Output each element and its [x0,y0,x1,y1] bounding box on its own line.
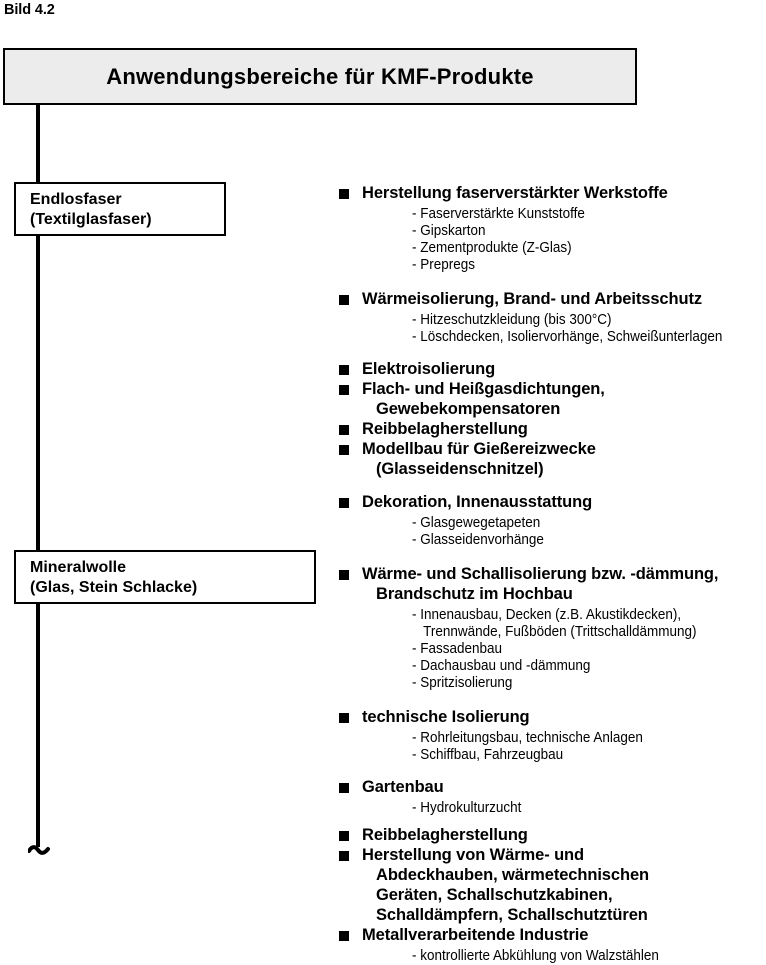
filled-square-bullet-icon [339,295,349,305]
sub-list [362,607,766,692]
filled-square-bullet-icon [339,425,349,435]
sub-item: - Spritzisolierung [412,675,513,691]
item-heading: Reibbelagherstellung [362,420,528,438]
item-heading-continuation: Brandschutz im Hochbau [376,585,573,603]
item-heading-continuation: Schalldämpfern, Schallschutztüren [376,906,648,924]
list-item [336,379,766,419]
filled-square-bullet-icon [339,445,349,455]
application-list [336,183,766,965]
item-heading: Wärmeisolierung, Brand- und Arbeitsschutz [362,290,702,308]
item-heading: Reibbelagherstellung [362,826,528,844]
list-item [336,925,766,965]
list-item [336,183,766,274]
list-item [336,845,766,925]
sub-list [362,206,766,274]
list-item [336,707,766,764]
list-item [336,777,766,817]
list-item [336,492,766,549]
sub-item: - Schiffbau, Fahrzeugbau [412,747,564,763]
filled-square-bullet-icon [339,365,349,375]
sub-list [362,515,766,549]
item-heading-continuation: (Glasseidenschnitzel) [376,460,544,478]
sub-item: - Löschdecken, Isoliervorhänge, Schweißunterlagen [412,329,723,345]
sub-list [362,948,766,965]
trunk-end-squiggle-icon [28,843,50,855]
sub-item: - Dachausbau und -dämmung [412,658,591,674]
item-heading-continuation: Gewebekompensatoren [376,400,561,418]
item-heading: Elektroisolierung [362,360,496,378]
figure-label: Bild 4.2 [4,2,55,18]
filled-square-bullet-icon [339,570,349,580]
filled-square-bullet-icon [339,783,349,793]
item-heading: Metallverarbeitende Industrie [362,926,589,944]
category-label-line: (Glas, Stein Schlacke) [30,579,198,596]
spacer [336,479,766,492]
sub-item: - Faserverstärkte Kunststoffe [412,206,585,222]
item-heading: Modellbau für Gießereizwecke [362,440,596,458]
sub-list [362,800,766,817]
filled-square-bullet-icon [339,498,349,508]
spacer [336,274,766,289]
filled-square-bullet-icon [339,931,349,941]
item-heading: Flach- und Heißgasdichtungen, [362,380,605,398]
sub-item: - Innenausbau, Decken (z.B. Akustikdecken), [412,607,682,623]
category-box-mineralwolle [14,550,316,604]
item-heading-continuation: Abdeckhauben, wärmetechnischen [376,866,649,884]
filled-square-bullet-icon [339,851,349,861]
item-heading: Herstellung von Wärme- und [362,846,585,864]
list-item [336,439,766,479]
list-item [336,419,766,439]
sub-item: - Hydrokulturzucht [412,800,522,816]
item-heading: Gartenbau [362,778,444,796]
filled-square-bullet-icon [339,831,349,841]
list-item [336,825,766,845]
sub-item: - Prepregs [412,257,475,273]
sub-item: - Glasgewegetapeten [412,515,541,531]
filled-square-bullet-icon [339,713,349,723]
spacer [336,346,766,359]
sub-item-continuation: Trennwände, Fußböden (Trittschalldämmung) [423,624,697,640]
list-item [336,564,766,692]
item-heading: Dekoration, Innenausstattung [362,493,593,511]
sub-item: - Gipskarton [412,223,486,239]
diagram-title-box [3,48,637,105]
list-item [336,359,766,379]
item-heading: Wärme- und Schallisolierung bzw. -dämmung, [362,565,719,583]
item-heading: technische Isolierung [362,708,530,726]
sub-list [362,730,766,764]
category-label-line: (Textilglasfaser) [30,211,152,228]
sub-list [362,312,766,346]
sub-item: - Glasseidenvorhänge [412,532,544,548]
filled-square-bullet-icon [339,189,349,199]
category-box-endlosfaser [14,182,226,236]
list-item [336,289,766,346]
category-label-line: Endlosfaser [30,191,122,208]
spacer [336,549,766,564]
spacer [336,692,766,707]
spacer [336,764,766,777]
spacer [336,817,766,825]
sub-item: - kontrollierte Abkühlung von Walzstählen [412,948,659,964]
category-label-line: Mineralwolle [30,559,127,576]
sub-item: - Hitzeschutzkleidung (bis 300°C) [412,312,612,328]
sub-item: - Zementprodukte (Z-Glas) [412,240,572,256]
sub-item: - Rohrleitungsbau, technische Anlagen [412,730,643,746]
item-heading-continuation: Geräten, Schallschutzkabinen, [376,886,613,904]
sub-item: - Fassadenbau [412,641,502,657]
page-title: Anwendungsbereiche für KMF-Produkte [106,63,534,89]
filled-square-bullet-icon [339,385,349,395]
item-heading: Herstellung faserverstärkter Werkstoffe [362,184,668,202]
